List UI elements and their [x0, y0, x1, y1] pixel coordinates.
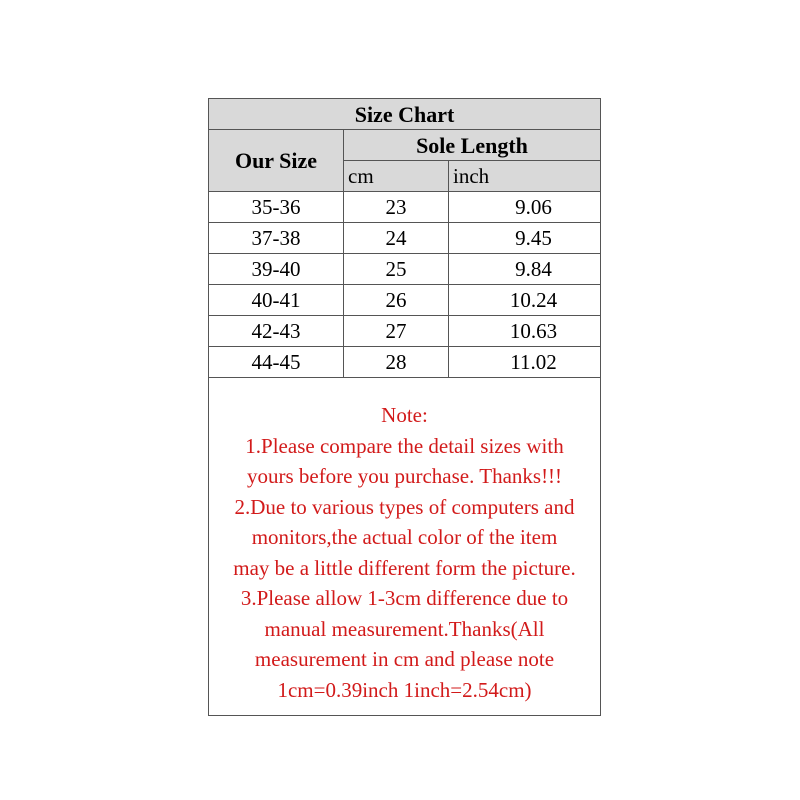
- note-line: may be a little different form the picture.: [233, 555, 576, 580]
- header-inch: inch: [449, 161, 600, 192]
- cell-cm: 23: [344, 192, 449, 222]
- cell-size: 42-43: [209, 316, 344, 346]
- table-row: [209, 347, 600, 378]
- header-sole-length: Sole Length: [344, 130, 600, 161]
- note-line: 1cm=0.39inch 1inch=2.54cm): [277, 677, 532, 702]
- cell-cm: 27: [344, 316, 449, 346]
- note-line: monitors,the actual color of the item: [251, 525, 558, 549]
- note-line: Note:: [381, 403, 428, 427]
- cell-cm: 28: [344, 347, 449, 377]
- cell-cm: 26: [344, 285, 449, 315]
- header-our-size: Our Size: [209, 130, 344, 192]
- table-row: [209, 316, 600, 347]
- table-row: [209, 285, 600, 316]
- chart-title: Size Chart: [209, 99, 600, 130]
- note-line: yours before you purchase. Thanks!!!: [246, 464, 563, 488]
- cell-size: 44-45: [209, 347, 344, 377]
- table-row: [209, 254, 600, 285]
- cell-inch: 9.84: [515, 257, 552, 281]
- note-line: 3.Please allow 1-3cm difference due to: [240, 586, 569, 610]
- cell-cm: 25: [344, 254, 449, 284]
- cell-inch: 9.06: [515, 195, 552, 219]
- cell-inch: 9.45: [515, 226, 552, 250]
- cell-cm: 24: [344, 223, 449, 253]
- note-line: 2.Due to various types of computers and: [234, 494, 575, 519]
- cell-inch: 11.02: [510, 350, 557, 374]
- cell-size: 39-40: [209, 254, 344, 284]
- note-line: measurement in cm and please note: [254, 647, 555, 671]
- table-row: [209, 223, 600, 254]
- size-chart-table: [208, 98, 601, 716]
- cell-size: 35-36: [209, 192, 344, 222]
- cell-inch: 10.63: [509, 319, 558, 343]
- table-row: [209, 192, 600, 223]
- cell-inch: 10.24: [509, 288, 558, 312]
- size-rows: [209, 192, 600, 378]
- note-line: 1.Please compare the detail sizes with: [245, 433, 564, 458]
- note-line: manual measurement.Thanks(All: [264, 616, 545, 641]
- note-text: [209, 378, 600, 705]
- header-cm: cm: [344, 161, 449, 192]
- cell-size: 40-41: [209, 285, 344, 315]
- cell-size: 37-38: [209, 223, 344, 253]
